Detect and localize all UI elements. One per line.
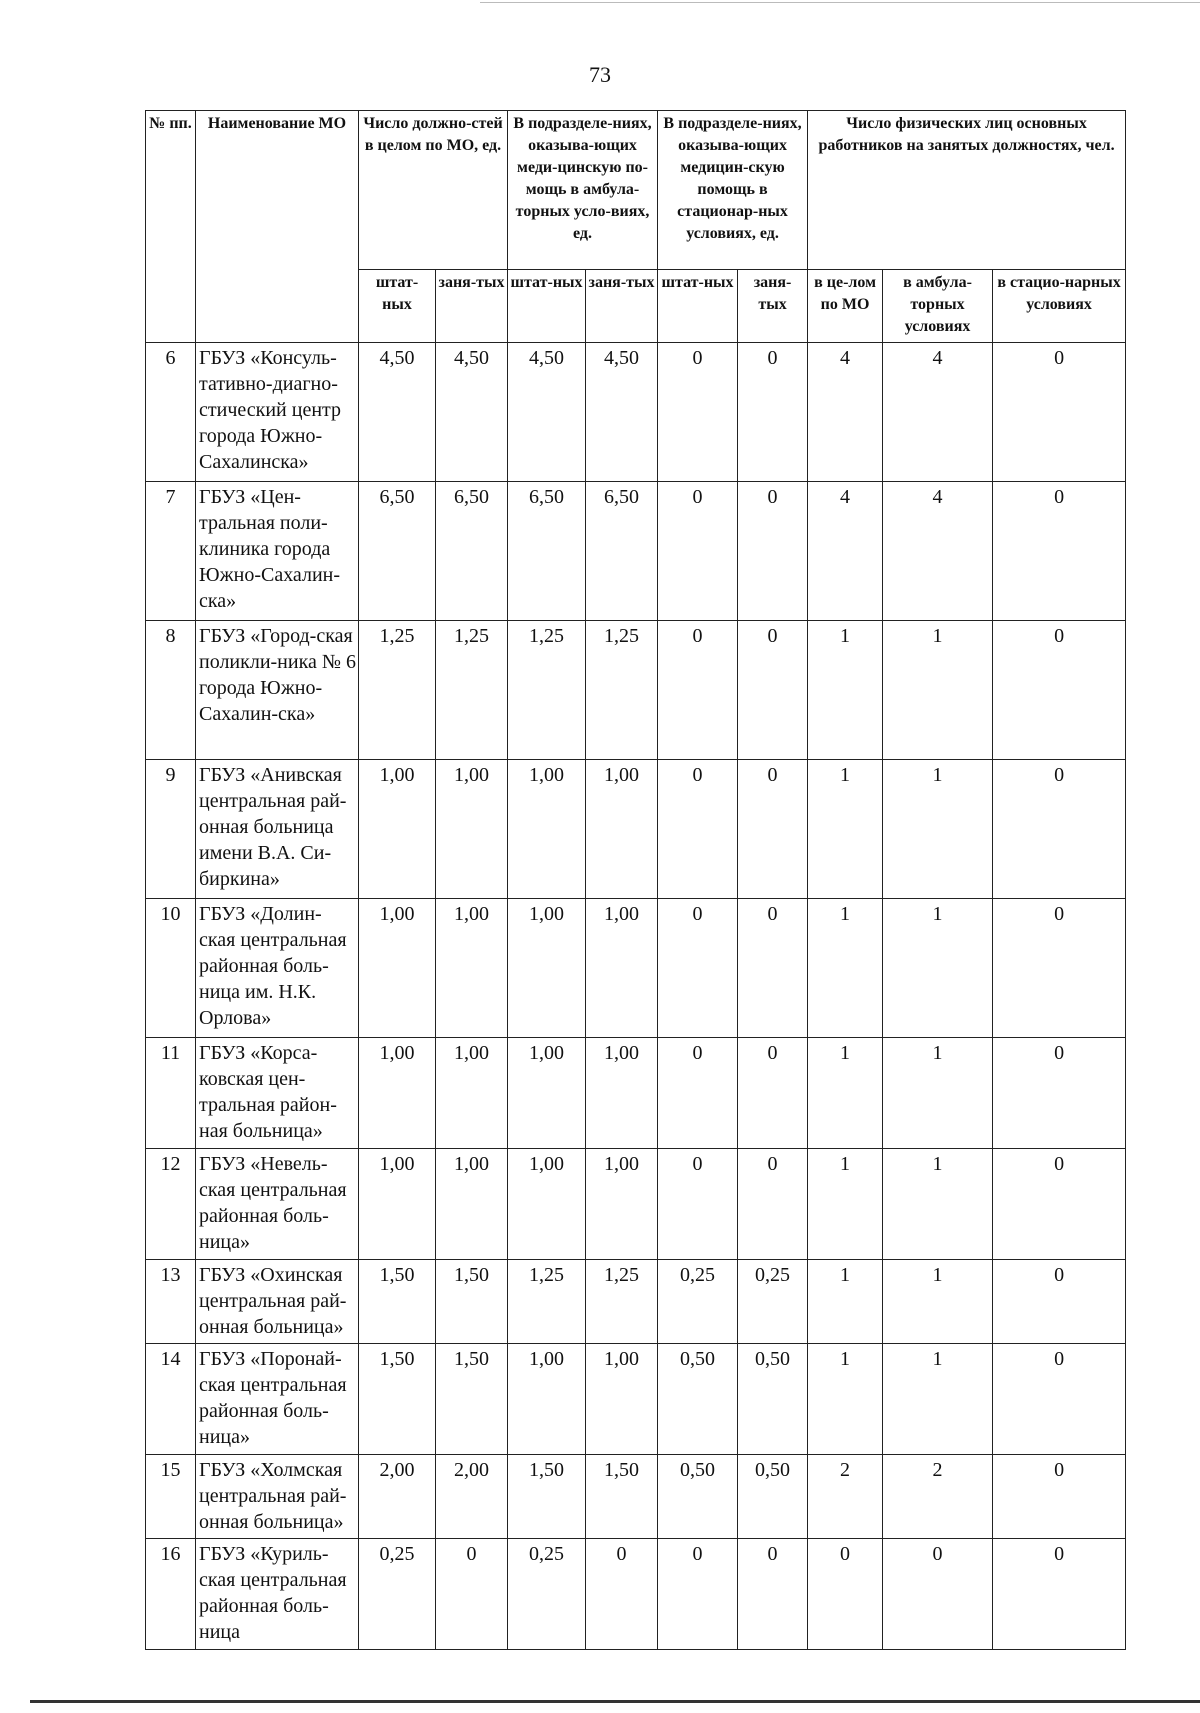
row-value-cell: 1 (883, 899, 993, 1038)
row-value-cell: 1,00 (586, 760, 658, 899)
row-value-cell: 1,00 (508, 1038, 586, 1149)
row-mo-name: ГБУЗ «Долин-ская центральная районная боль-ница им. Н.К. Орлова» (196, 899, 359, 1038)
row-value-cell: 0 (993, 621, 1126, 760)
row-value-cell: 0,50 (658, 1455, 738, 1539)
row-value-cell: 1 (883, 1149, 993, 1260)
table-row (146, 621, 1126, 760)
row-value-cell: 1,25 (436, 621, 508, 760)
row-value-cell: 1,50 (508, 1455, 586, 1539)
row-value-cell: 2 (883, 1455, 993, 1539)
row-value-cell: 1 (883, 1260, 993, 1344)
row-value-cell: 1,00 (436, 1038, 508, 1149)
row-value-cell: 1 (808, 1344, 883, 1455)
row-value-cell: 0 (738, 760, 808, 899)
row-value-cell: 0 (738, 621, 808, 760)
row-value-cell: 1 (808, 1149, 883, 1260)
row-number: 8 (146, 621, 196, 760)
row-value-cell: 6,50 (586, 482, 658, 621)
row-value-cell: 0 (993, 1260, 1126, 1344)
row-number: 14 (146, 1344, 196, 1455)
row-number: 10 (146, 899, 196, 1038)
header-row-1 (146, 111, 1126, 270)
row-value-cell: 0 (883, 1539, 993, 1650)
subheader-occupied-outpatient: заня-тых (586, 270, 658, 343)
row-value-cell: 0 (658, 482, 738, 621)
row-value-cell: 4,50 (586, 343, 658, 482)
subheader-occupied-inpatient: заня-тых (738, 270, 808, 343)
row-value-cell: 0 (993, 899, 1126, 1038)
row-number: 12 (146, 1149, 196, 1260)
row-mo-name: ГБУЗ «Город-ская поликли-ника № 6 города Южно-Сахалин-ска» (196, 621, 359, 760)
row-value-cell: 1 (808, 1260, 883, 1344)
row-value-cell: 1 (808, 899, 883, 1038)
row-value-cell: 6,50 (436, 482, 508, 621)
subheader-persons-outpatient: в амбула-торных условиях (883, 270, 993, 343)
page-number: 73 (589, 62, 611, 87)
row-value-cell: 0,25 (359, 1539, 436, 1650)
row-number: 15 (146, 1455, 196, 1539)
row-value-cell: 1,25 (586, 621, 658, 760)
row-value-cell: 0 (738, 343, 808, 482)
row-value-cell: 1,25 (508, 621, 586, 760)
table-row (146, 1344, 1126, 1455)
row-value-cell: 0,25 (738, 1260, 808, 1344)
row-value-cell: 4 (883, 343, 993, 482)
subheader-persons-total: в це-лом по МО (808, 270, 883, 343)
row-value-cell: 1 (883, 760, 993, 899)
row-value-cell: 0 (738, 1149, 808, 1260)
row-value-cell: 0 (993, 482, 1126, 621)
table-row (146, 760, 1126, 899)
row-value-cell: 0,50 (738, 1344, 808, 1455)
row-value-cell: 1 (808, 760, 883, 899)
row-value-cell: 1 (808, 1038, 883, 1149)
staffing-table-wrapper (145, 110, 1126, 1650)
subheader-persons-inpatient: в стацио-нарных условиях (993, 270, 1126, 343)
row-mo-name: ГБУЗ «Невель-ская центральная районная боль-ница» (196, 1149, 359, 1260)
scan-top-rule (480, 2, 1200, 3)
row-value-cell: 2 (808, 1455, 883, 1539)
row-value-cell: 1,50 (359, 1260, 436, 1344)
row-value-cell: 1,00 (586, 1344, 658, 1455)
row-mo-name: ГБУЗ «Консуль-тативно-диагно-стический центр города Южно-Сахалинска» (196, 343, 359, 482)
table-row (146, 899, 1126, 1038)
row-value-cell: 1,00 (508, 899, 586, 1038)
row-value-cell: 1,25 (359, 621, 436, 760)
header-number: № пп. (146, 111, 196, 343)
row-number: 13 (146, 1260, 196, 1344)
row-value-cell: 1 (883, 1038, 993, 1149)
row-value-cell: 4,50 (359, 343, 436, 482)
row-value-cell: 0,25 (508, 1539, 586, 1650)
row-value-cell: 4,50 (436, 343, 508, 482)
header-mo-name: Наименование МО (196, 111, 359, 343)
row-value-cell: 1,00 (436, 1149, 508, 1260)
table-row (146, 482, 1126, 621)
row-value-cell: 4 (808, 343, 883, 482)
header-inpatient-units: В подразделе-ниях, оказыва-ющих медицин-скую помощь в стационар-ных условиях, ед. (658, 111, 808, 270)
row-number: 7 (146, 482, 196, 621)
row-value-cell: 0 (658, 899, 738, 1038)
row-value-cell: 1 (883, 621, 993, 760)
row-number: 9 (146, 760, 196, 899)
row-value-cell: 1,00 (436, 760, 508, 899)
row-value-cell: 4,50 (508, 343, 586, 482)
row-value-cell: 1,50 (586, 1455, 658, 1539)
row-value-cell: 1,00 (508, 1149, 586, 1260)
row-value-cell: 0 (993, 1149, 1126, 1260)
row-value-cell: 1,00 (359, 1149, 436, 1260)
row-value-cell: 1,25 (586, 1260, 658, 1344)
row-mo-name: ГБУЗ «Анивская центральная рай-онная больница имени В.А. Си-биркина» (196, 760, 359, 899)
row-value-cell: 1,50 (436, 1260, 508, 1344)
row-value-cell: 4 (808, 482, 883, 621)
table-body (146, 343, 1126, 1650)
row-value-cell: 0 (586, 1539, 658, 1650)
header-outpatient-units: В подразделе-ниях, оказыва-ющих меди-цинскую по-мощь в амбула-торных усло-виях, ед. (508, 111, 658, 270)
row-mo-name: ГБУЗ «Куриль-ская центральная районная боль-ница (196, 1539, 359, 1650)
row-value-cell: 0 (993, 1038, 1126, 1149)
header-positions-total: Число должно-стей в целом по МО, ед. (359, 111, 508, 270)
row-mo-name: ГБУЗ «Холмская центральная рай-онная больница» (196, 1455, 359, 1539)
row-value-cell: 0 (658, 1149, 738, 1260)
row-value-cell: 0 (658, 343, 738, 482)
row-value-cell: 0 (738, 482, 808, 621)
row-mo-name: ГБУЗ «Цен-тральная поли-клиника города Южно-Сахалин-ска» (196, 482, 359, 621)
row-value-cell: 0 (658, 760, 738, 899)
row-value-cell: 6,50 (359, 482, 436, 621)
row-value-cell: 0 (738, 899, 808, 1038)
row-value-cell: 0 (658, 1539, 738, 1650)
row-value-cell: 0 (658, 1038, 738, 1149)
row-value-cell: 2,00 (436, 1455, 508, 1539)
row-value-cell: 1,00 (586, 1149, 658, 1260)
row-value-cell: 1,00 (508, 1344, 586, 1455)
row-value-cell: 2,00 (359, 1455, 436, 1539)
subheader-staff-total: штат-ных (359, 270, 436, 343)
row-value-cell: 0 (993, 1344, 1126, 1455)
row-value-cell: 0 (808, 1539, 883, 1650)
table-row (146, 343, 1126, 482)
row-value-cell: 0 (436, 1539, 508, 1650)
row-number: 11 (146, 1038, 196, 1149)
subheader-staff-outpatient: штат-ных (508, 270, 586, 343)
row-value-cell: 0 (993, 1455, 1126, 1539)
row-value-cell: 0 (738, 1038, 808, 1149)
row-value-cell: 0,50 (658, 1344, 738, 1455)
table-row (146, 1260, 1126, 1344)
row-number: 16 (146, 1539, 196, 1650)
subheader-occupied-total: заня-тых (436, 270, 508, 343)
row-value-cell: 0 (993, 760, 1126, 899)
row-value-cell: 0 (993, 1539, 1126, 1650)
row-value-cell: 1,00 (359, 1038, 436, 1149)
table-row (146, 1149, 1126, 1260)
row-value-cell: 4 (883, 482, 993, 621)
row-mo-name: ГБУЗ «Корса-ковская цен-тральная район-ная больница» (196, 1038, 359, 1149)
header-individuals: Число физических лиц основных работников на занятых должностях, чел. (808, 111, 1126, 270)
row-value-cell: 1,00 (508, 760, 586, 899)
row-value-cell: 0 (658, 621, 738, 760)
row-mo-name: ГБУЗ «Поронай-ская центральная районная боль-ница» (196, 1344, 359, 1455)
row-value-cell: 1,50 (436, 1344, 508, 1455)
row-value-cell: 0,50 (738, 1455, 808, 1539)
row-value-cell: 1,50 (359, 1344, 436, 1455)
staffing-table (145, 110, 1126, 1650)
row-value-cell: 1,00 (586, 1038, 658, 1149)
row-mo-name: ГБУЗ «Охинская центральная рай-онная больница» (196, 1260, 359, 1344)
row-value-cell: 0 (738, 1539, 808, 1650)
row-value-cell: 1,00 (586, 899, 658, 1038)
row-value-cell: 6,50 (508, 482, 586, 621)
row-value-cell: 0,25 (658, 1260, 738, 1344)
row-value-cell: 1,00 (359, 760, 436, 899)
table-row (146, 1455, 1126, 1539)
table-row (146, 1539, 1126, 1650)
table-row (146, 1038, 1126, 1149)
subheader-staff-inpatient: штат-ных (658, 270, 738, 343)
row-number: 6 (146, 343, 196, 482)
scan-bottom-rule (30, 1700, 1200, 1703)
row-value-cell: 1,00 (359, 899, 436, 1038)
row-value-cell: 1 (883, 1344, 993, 1455)
row-value-cell: 1,25 (508, 1260, 586, 1344)
row-value-cell: 0 (993, 343, 1126, 482)
row-value-cell: 1,00 (436, 899, 508, 1038)
row-value-cell: 1 (808, 621, 883, 760)
